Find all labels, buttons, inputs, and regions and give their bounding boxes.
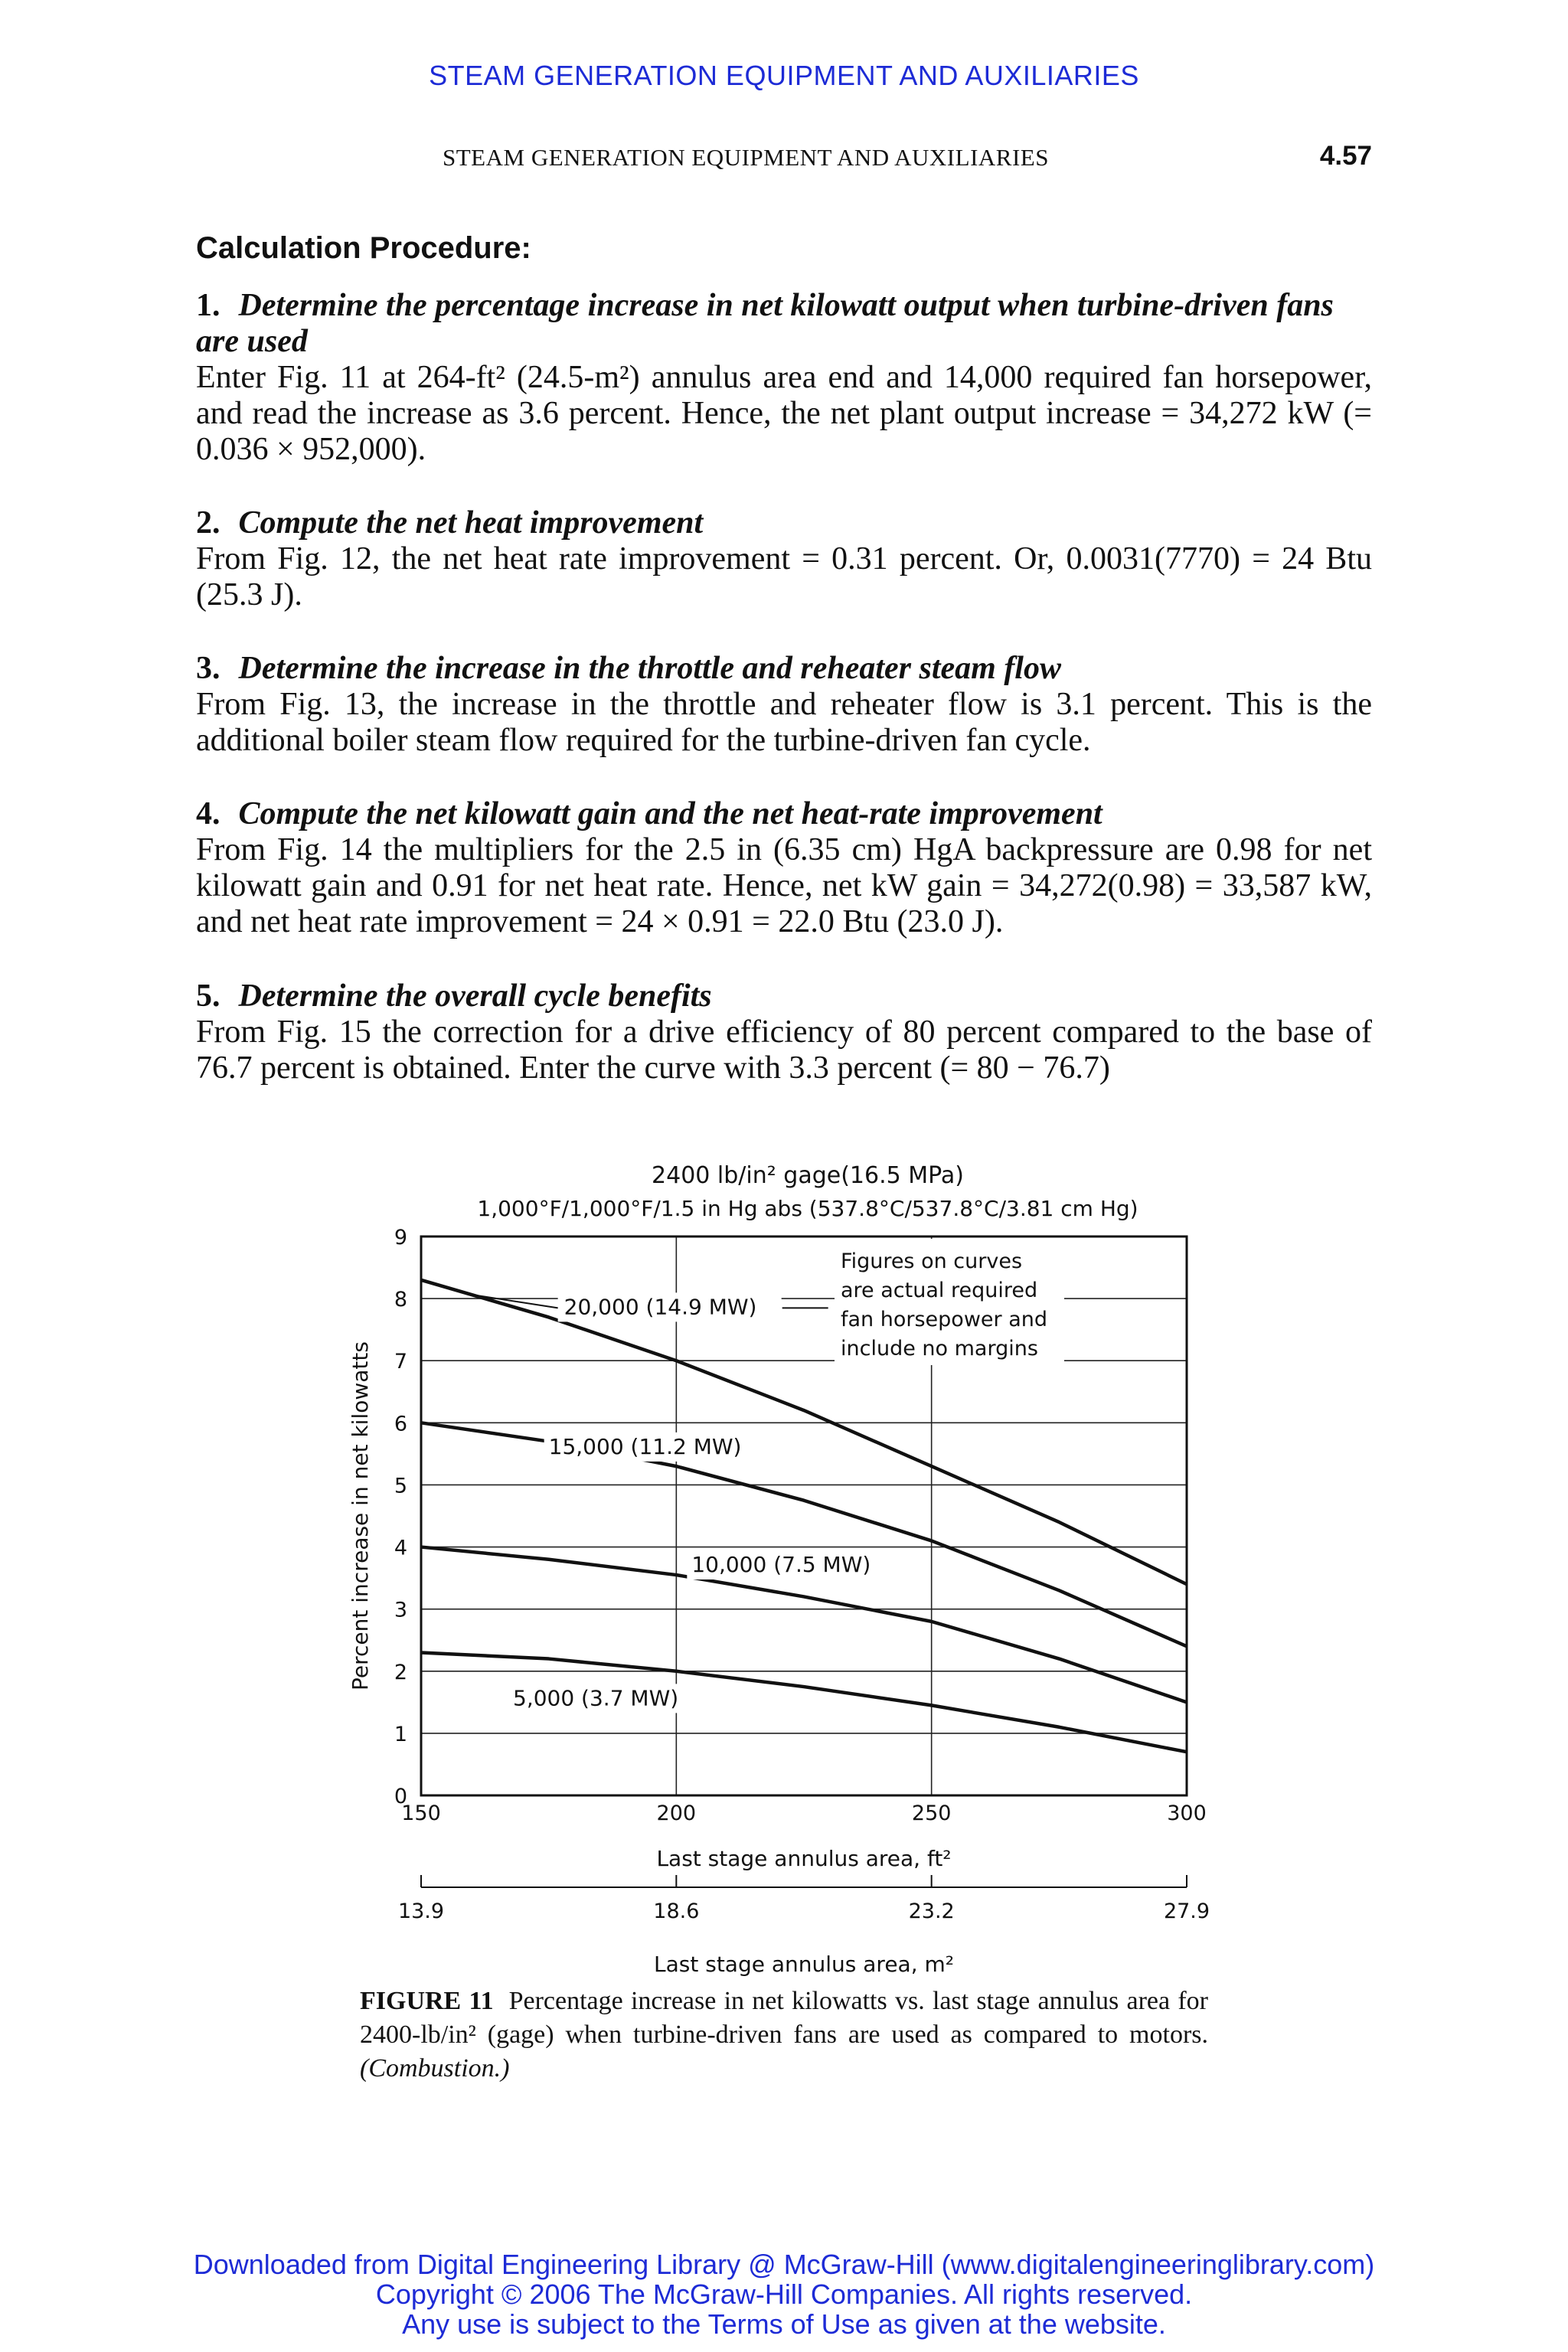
step-title [196, 978, 1372, 1014]
y-tick-label: 3 [394, 1598, 407, 1622]
step-body: From Fig. 14 the multipliers for the 2.5 in (6.35 cm) HgA backpressure are 0.98 for net kilowatt gain and 0.91 for net heat rate. Hence, net kW gain = 34,272(0.98) = 33,587 kW, and net heat rate improvement = 24 × 0.91 = 22.0 Btu (23.0 J). [196, 832, 1372, 939]
step-number: 4. [196, 796, 220, 831]
step-4 [196, 796, 1372, 940]
step-2 [196, 505, 1372, 613]
step-1 [196, 288, 1372, 468]
caption-label: FIGURE 11 [360, 1987, 494, 2015]
step-title [196, 288, 1372, 360]
step-title-text: Compute the net heat improvement [238, 505, 704, 541]
figure-caption [360, 1984, 1208, 2086]
y-tick-label: 5 [394, 1474, 407, 1498]
annotation-line-2: are actual required [841, 1279, 1038, 1302]
step-body: From Fig. 13, the increase in the throttle and reheater flow is 3.1 percent. This is the additional boiler steam flow required for the turbine-driven fan cycle. [196, 687, 1372, 758]
step-title-text: Determine the overall cycle benefits [238, 978, 712, 1014]
caption-text: Percentage increase in net kilowatts vs. last stage annulus area for 2400-lb/in² (gage) when turbine-driven fans are used as compared to motors. [360, 1987, 1209, 2049]
caption-source: (Combustion.) [360, 2054, 510, 2082]
x-tick-label: 200 [656, 1802, 697, 1825]
section-heading: Calculation Procedure: [196, 231, 531, 265]
step-5 [196, 978, 1372, 1086]
x2-tick-label: 13.9 [397, 1900, 445, 1923]
step-number: 1. [196, 288, 220, 323]
step-number: 5. [196, 978, 220, 1014]
y-tick-label: 7 [394, 1350, 407, 1374]
curve-label: 10,000 (7.5 MW) [691, 1552, 871, 1577]
y-tick-label: 1 [394, 1722, 407, 1746]
step-title-text: Determine the percentage increase in net kilowatt output when turbine-driven fans are used [196, 288, 1334, 359]
page-number: 4.57 [1319, 141, 1372, 171]
annotation-line-4: include no margins [841, 1337, 1038, 1361]
y-tick-label: 0 [394, 1785, 407, 1808]
series-line [421, 1423, 1187, 1646]
step-title [196, 505, 1372, 541]
series-line [421, 1280, 1187, 1584]
x2-tick-label: 18.6 [653, 1900, 700, 1923]
footer-copyright: Copyright © 2006 The McGraw-Hill Companies. All rights reserved. [375, 2278, 1193, 2310]
x2-axis-label: Last stage annulus area, m² [654, 1952, 954, 1977]
y-tick-label: 9 [394, 1226, 407, 1250]
x-tick-label: 150 [401, 1802, 441, 1825]
curve-label: 5,000 (3.7 MW) [513, 1685, 679, 1711]
top-link[interactable]: STEAM GENERATION EQUIPMENT AND AUXILIARIES [429, 60, 1139, 91]
x2-tick-label: 27.9 [1163, 1900, 1210, 1923]
footer-link[interactable]: Downloaded from Digital Engineering Library @ McGraw-Hill (www.digitalengineeringlibrary.com) [193, 2249, 1375, 2280]
chart-subtitle: 1,000°F/1,000°F/1.5 in Hg abs (537.8°C/537.8°C/3.81 cm Hg) [477, 1196, 1138, 1221]
step-title-text: Determine the increase in the throttle and reheater steam flow [238, 651, 1061, 686]
step-number: 3. [196, 651, 220, 686]
running-head: STEAM GENERATION EQUIPMENT AND AUXILIARIES [443, 144, 1049, 171]
y-axis-label: Percent increase in net kilowatts [348, 1341, 373, 1690]
y-tick-label: 2 [394, 1660, 407, 1684]
footer-terms: Any use is subject to the Terms of Use as given at the website. [402, 2308, 1166, 2340]
x-tick-label: 300 [1167, 1802, 1207, 1825]
chart-title: 2400 lb/in² gage(16.5 MPa) [652, 1162, 964, 1189]
step-body: From Fig. 12, the net heat rate improvement = 0.31 percent. Or, 0.0031(7770) = 24 Btu (25.3 J). [196, 541, 1372, 612]
annotation-line-1: Figures on curves [841, 1250, 1023, 1273]
footer [0, 2249, 1568, 2339]
y-tick-label: 8 [394, 1288, 407, 1312]
x-tick-label: 250 [911, 1802, 952, 1825]
step-title [196, 651, 1372, 687]
step-number: 2. [196, 505, 220, 541]
curve-label: 20,000 (14.9 MW) [564, 1294, 757, 1320]
curve-leader-line [477, 1295, 557, 1308]
annotation-line-3: fan horsepower and [841, 1308, 1047, 1331]
step-title-text: Compute the net kilowatt gain and the net heat-rate improvement [238, 796, 1102, 831]
step-title [196, 796, 1372, 832]
step-3 [196, 651, 1372, 759]
x2-tick-label: 23.2 [908, 1900, 955, 1923]
y-tick-label: 6 [394, 1412, 407, 1436]
step-body: From Fig. 15 the correction for a drive efficiency of 80 percent compared to the base of 76.7 percent is obtained. Enter the curve with 3.3 percent (= 80 − 76.7) [196, 1014, 1372, 1086]
figure-11-chart [329, 1148, 1248, 1983]
curve-label: 15,000 (11.2 MW) [548, 1433, 742, 1459]
step-body: Enter Fig. 11 at 264-ft² (24.5-m²) annulus area end and 14,000 required fan horsepower, and read the increase as 3.6 percent. Hence, the net plant output increase = 34,272 kW (= 0.036 × 952,000). [196, 360, 1372, 467]
x-axis-label: Last stage annulus area, ft² [656, 1846, 952, 1871]
y-tick-label: 4 [394, 1536, 407, 1560]
